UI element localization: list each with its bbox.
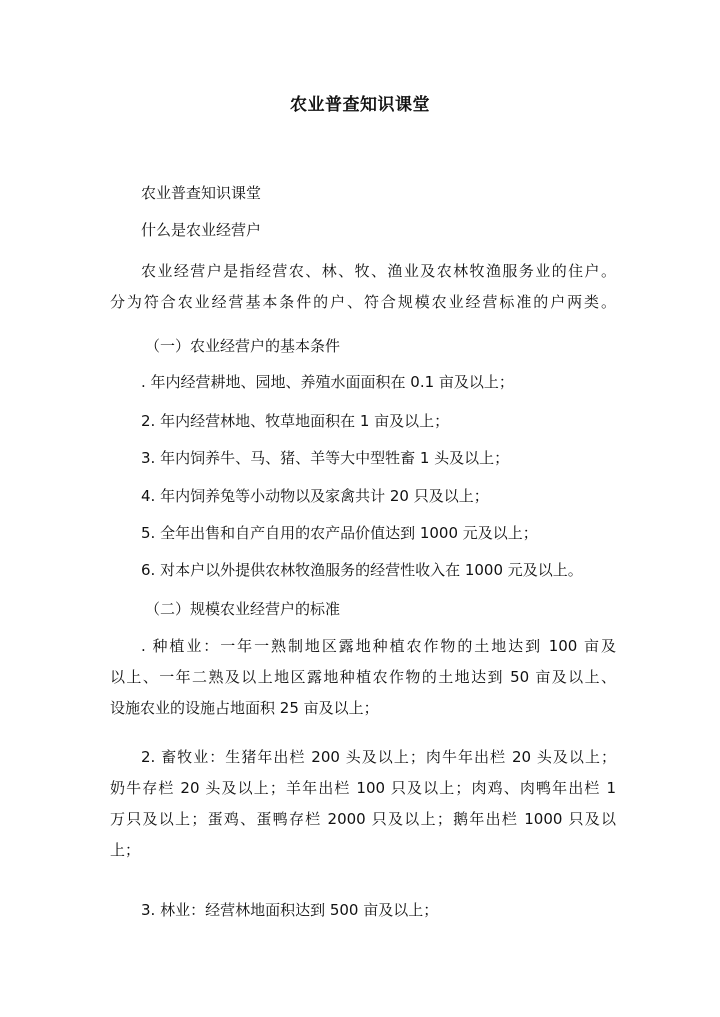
standard-item-livestock — [110, 742, 616, 866]
condition-item: . 年内经营耕地、园地、养殖水面面积在 0.1 亩及以上； — [141, 373, 514, 391]
standard-item-planting — [110, 631, 616, 724]
paragraph-line: 农业经营户是指经营农、林、牧、渔业及农林牧渔服务业的住户。 — [141, 262, 616, 280]
paragraph-line: 奶牛存栏 20 头及以上；羊年出栏 100 只及以上；肉鸡、肉鸭年出栏 1 — [110, 779, 616, 797]
paragraph-line: 以上、一年二熟及以上地区露地种植农作物的土地达到 50 亩及以上、 — [110, 668, 616, 686]
paragraph-definition — [110, 256, 616, 318]
section-heading-basic-conditions: （一）农业经营户的基本条件 — [145, 337, 341, 355]
paragraph-question: 什么是农业经营户 — [141, 221, 262, 239]
paragraph-line: . 种植业：一年一熟制地区露地种植农作物的土地达到 100 亩及 — [141, 637, 616, 655]
condition-item: 2. 年内经营林地、牧草地面积在 1 亩及以上； — [141, 412, 450, 430]
paragraph-line: 设施农业的设施占地面积 25 亩及以上； — [110, 699, 379, 717]
paragraph-line: 上； — [110, 841, 141, 859]
document-title: 农业普查知识课堂 — [290, 95, 430, 115]
paragraph-line: 分为符合农业经营基本条件的户、符合规模农业经营标准的户两类。 — [110, 293, 616, 311]
paragraph-heading: 农业普查知识课堂 — [141, 184, 262, 202]
paragraph-line: 2. 畜牧业：生猪年出栏 200 头及以上；肉牛年出栏 20 头及以上； — [141, 748, 616, 766]
condition-item: 3. 年内饲养牛、马、猪、羊等大中型牲畜 1 头及以上； — [141, 449, 510, 467]
section-heading-scale-standards: （二）规模农业经营户的标准 — [145, 600, 341, 618]
condition-item: 6. 对本户以外提供农林牧渔服务的经营性收入在 1000 元及以上。 — [141, 561, 583, 579]
paragraph-line: 万只及以上；蛋鸡、蛋鸭存栏 2000 只及以上；鹅年出栏 1000 只及以 — [110, 810, 616, 828]
standard-item-forestry: 3. 林业：经营林地面积达到 500 亩及以上； — [141, 901, 439, 919]
condition-item: 5. 全年出售和自产自用的农产品价值达到 1000 元及以上； — [141, 524, 538, 542]
condition-item: 4. 年内饲养兔等小动物以及家禽共计 20 只及以上； — [141, 487, 489, 505]
